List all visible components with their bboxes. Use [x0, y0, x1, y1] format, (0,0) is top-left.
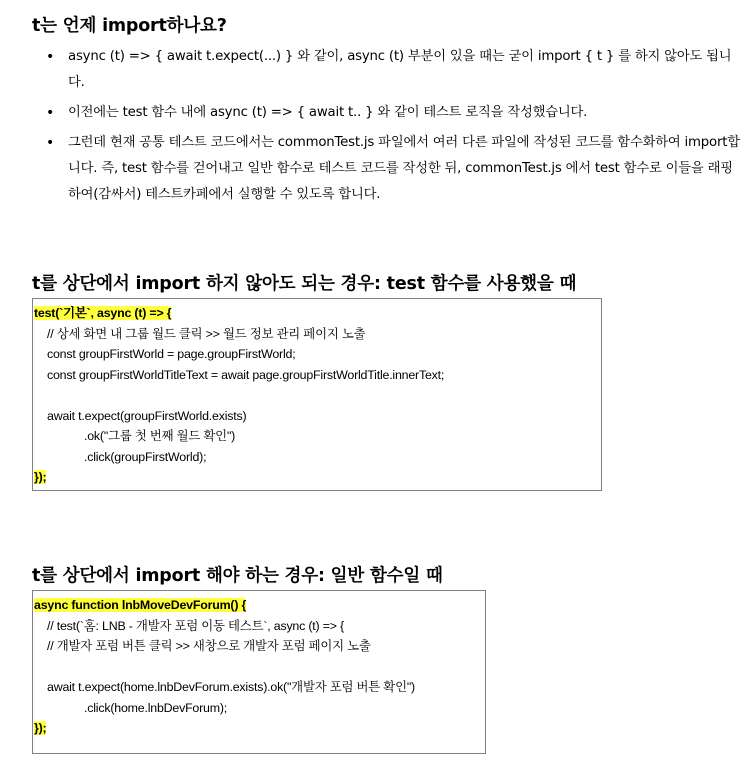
- section-heading-when-import: t는 언제 import하나요?: [32, 16, 227, 36]
- bullet-item: • 이전에는 test 함수 내에 async (t) => { await t.. } 와 같이 테스트 로직을 작성했습니다.: [32, 100, 742, 126]
- code-line: .click(home.lnbDevForum);: [84, 700, 228, 715]
- code-block-plain-function: [32, 590, 486, 754]
- code-line: const groupFirstWorldTitleText = await page.groupFirstWorldTitle.innerText;: [47, 367, 445, 382]
- code-line: .ok("그룹 첫 번째 월드 확인"): [84, 429, 236, 443]
- section-heading-no-import: t를 상단에서 import 하지 않아도 되는 경우: test 함수를 사용했을 때: [32, 274, 577, 294]
- code-block-test-function: [32, 298, 602, 491]
- code-line: // 상세 화면 내 그룹 월드 클릭 >> 월드 정보 관리 페이지 노출: [47, 326, 366, 341]
- section-heading-must-import: t를 상단에서 import 해야 하는 경우: 일반 함수일 때: [32, 566, 443, 586]
- code-line-highlighted: });: [34, 721, 47, 735]
- code-line: .click(groupFirstWorld);: [84, 449, 207, 464]
- bullet-list: [32, 44, 742, 212]
- bullet-item: • async (t) => { await t.expect(...) } 와 같이, async (t) 부분이 있을 때는 굳이 import { t } 를 하지 않아도 됩니다.: [32, 44, 742, 96]
- code-line-highlighted: });: [34, 470, 47, 484]
- code-line: // 개발자 포럼 버튼 클릭 >> 새창으로 개발자 포럼 페이지 노출: [47, 639, 371, 653]
- code-line: await t.expect(home.lnbDevForum.exists).ok("개발자 포럼 버튼 확인"): [47, 680, 415, 694]
- code-line: await t.expect(groupFirstWorld.exists): [47, 408, 247, 423]
- code-line-highlighted: async function lnbMoveDevForum() {: [34, 598, 247, 612]
- code-line-blank: [34, 385, 601, 406]
- code-line-highlighted: test(`기본`, async (t) => {: [34, 306, 172, 320]
- bullet-item: • 그런데 현재 공통 테스트 코드에서는 commonTest.js 파일에서 여러 다른 파일에 작성된 코드를 함수화하여 import합니다. 즉, test 함수를 걷어내고 일반 함수로 테스트 코드를 작성한 뒤, commonTest.js 에서 test 함수로 이들을 래핑하여(감싸서) 테스트카페에서 실행할 수 있도록 합니다.: [32, 130, 742, 208]
- code-line: // test(`홈: LNB - 개발자 포럼 이동 테스트`, async (t) => {: [47, 618, 344, 633]
- code-line-blank: [34, 657, 485, 678]
- code-line: const groupFirstWorld = page.groupFirstWorld;: [47, 347, 296, 361]
